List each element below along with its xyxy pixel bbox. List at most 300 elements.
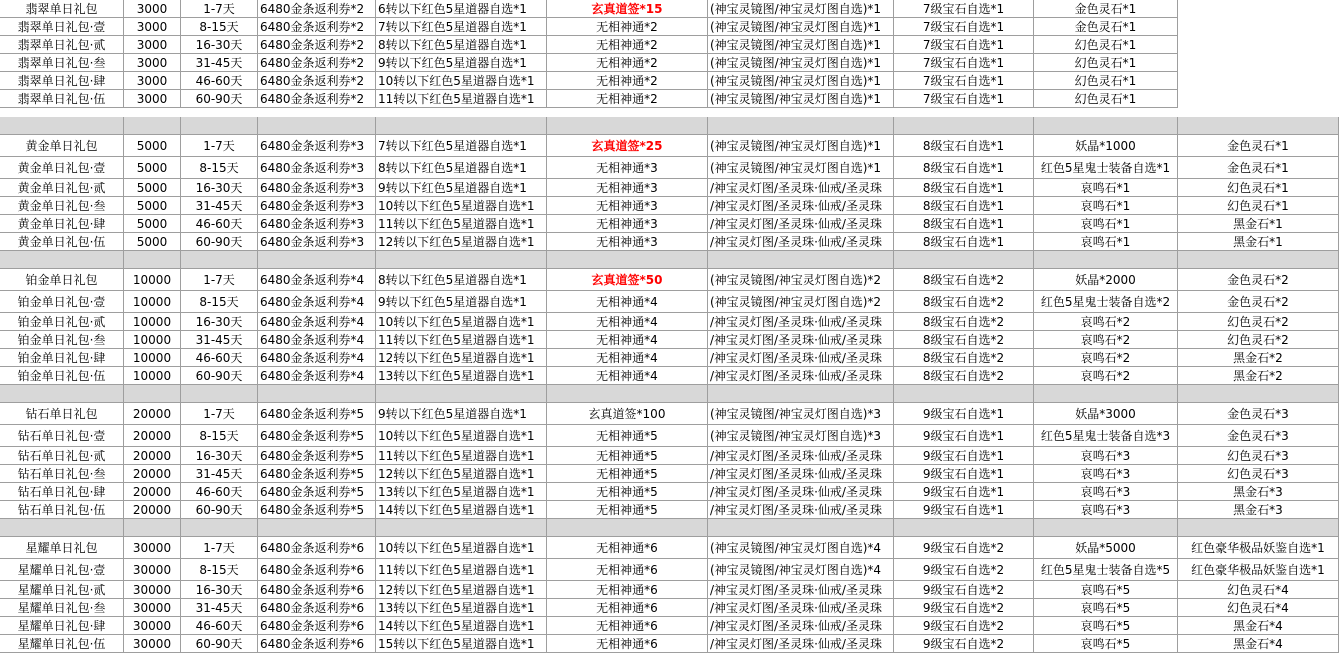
cell-gem-select[interactable] (894, 313, 1034, 331)
spacer-cell[interactable] (547, 385, 708, 403)
cell-blueprint-select[interactable] (708, 483, 894, 501)
cell-reward-9[interactable] (1034, 18, 1178, 36)
cell-day-range[interactable] (181, 559, 258, 581)
spacer-cell[interactable] (1034, 385, 1178, 403)
spacer-cell[interactable] (258, 519, 376, 537)
cell-price[interactable] (124, 36, 181, 54)
cell-rebate-coupon[interactable] (258, 599, 376, 617)
cell-rebate-coupon[interactable] (258, 465, 376, 483)
cell-reward-10[interactable] (1178, 425, 1339, 447)
cell-price[interactable] (124, 331, 181, 349)
cell-blueprint-select[interactable] (708, 425, 894, 447)
cell-package-name[interactable] (0, 0, 124, 18)
cell-rebate-coupon[interactable] (258, 0, 376, 18)
spacer-cell[interactable] (1178, 519, 1339, 537)
cell-artifact-select[interactable] (376, 135, 547, 157)
cell-reward-5[interactable] (547, 36, 708, 54)
cell-reward-10[interactable] (1178, 197, 1339, 215)
cell-artifact-select[interactable] (376, 465, 547, 483)
cell-reward-10[interactable] (1178, 635, 1339, 653)
cell-package-name[interactable] (0, 483, 124, 501)
cell-price[interactable] (124, 269, 181, 291)
spacer-cell[interactable] (124, 117, 181, 135)
cell-reward-10[interactable] (1178, 157, 1339, 179)
cell-reward-10[interactable] (1178, 559, 1339, 581)
spacer-cell[interactable] (1178, 251, 1339, 269)
cell-artifact-select[interactable] (376, 18, 547, 36)
cell-package-name[interactable] (0, 501, 124, 519)
cell-reward-9[interactable] (1034, 331, 1178, 349)
cell-reward-10[interactable] (1178, 215, 1339, 233)
cell-package-name[interactable] (0, 269, 124, 291)
cell-price[interactable] (124, 425, 181, 447)
cell-package-name[interactable] (0, 617, 124, 635)
spacer-cell[interactable] (181, 251, 258, 269)
cell-day-range[interactable] (181, 135, 258, 157)
cell-package-name[interactable] (0, 18, 124, 36)
cell-price[interactable] (124, 157, 181, 179)
cell-reward-9[interactable] (1034, 425, 1178, 447)
cell-package-name[interactable] (0, 197, 124, 215)
spacer-cell[interactable] (894, 385, 1034, 403)
cell-rebate-coupon[interactable] (258, 537, 376, 559)
cell-gem-select[interactable] (894, 197, 1034, 215)
cell-rebate-coupon[interactable] (258, 425, 376, 447)
cell-artifact-select[interactable] (376, 233, 547, 251)
cell-package-name[interactable] (0, 157, 124, 179)
cell-blueprint-select[interactable] (708, 367, 894, 385)
spacer-cell[interactable] (547, 117, 708, 135)
cell-artifact-select[interactable] (376, 617, 547, 635)
cell-reward-5[interactable] (547, 313, 708, 331)
cell-day-range[interactable] (181, 36, 258, 54)
cell-price[interactable] (124, 197, 181, 215)
cell-artifact-select[interactable] (376, 0, 547, 18)
cell-package-name[interactable] (0, 349, 124, 367)
cell-rebate-coupon[interactable] (258, 331, 376, 349)
cell-rebate-coupon[interactable] (258, 313, 376, 331)
cell-price[interactable] (124, 447, 181, 465)
cell-price[interactable] (124, 313, 181, 331)
cell-reward-5[interactable] (547, 197, 708, 215)
spacer-cell[interactable] (0, 385, 124, 403)
cell-reward-10[interactable] (1178, 617, 1339, 635)
cell-reward-5[interactable] (547, 483, 708, 501)
cell-reward-5[interactable] (547, 501, 708, 519)
cell-gem-select[interactable] (894, 179, 1034, 197)
cell-blueprint-select[interactable] (708, 72, 894, 90)
cell-artifact-select[interactable] (376, 36, 547, 54)
cell-price[interactable] (124, 581, 181, 599)
spacer-cell[interactable] (181, 519, 258, 537)
cell-reward-5[interactable] (547, 157, 708, 179)
cell-rebate-coupon[interactable] (258, 269, 376, 291)
spacer-cell[interactable] (258, 117, 376, 135)
cell-rebate-coupon[interactable] (258, 135, 376, 157)
cell-gem-select[interactable] (894, 581, 1034, 599)
cell-gem-select[interactable] (894, 483, 1034, 501)
cell-package-name[interactable] (0, 331, 124, 349)
cell-blueprint-select[interactable] (708, 313, 894, 331)
cell-reward-10[interactable] (1178, 501, 1339, 519)
cell-package-name[interactable] (0, 90, 124, 108)
cell-artifact-select[interactable] (376, 581, 547, 599)
cell-package-name[interactable] (0, 425, 124, 447)
cell-reward-5[interactable] (547, 331, 708, 349)
cell-day-range[interactable] (181, 367, 258, 385)
cell-day-range[interactable] (181, 18, 258, 36)
cell-artifact-select[interactable] (376, 157, 547, 179)
spacer-cell[interactable] (258, 385, 376, 403)
cell-day-range[interactable] (181, 349, 258, 367)
cell-gem-select[interactable] (894, 72, 1034, 90)
cell-reward-9[interactable] (1034, 367, 1178, 385)
cell-reward-5[interactable] (547, 291, 708, 313)
cell-day-range[interactable] (181, 483, 258, 501)
cell-day-range[interactable] (181, 90, 258, 108)
cell-price[interactable] (124, 90, 181, 108)
cell-artifact-select[interactable] (376, 349, 547, 367)
cell-rebate-coupon[interactable] (258, 54, 376, 72)
spacer-cell[interactable] (0, 519, 124, 537)
cell-package-name[interactable] (0, 179, 124, 197)
cell-gem-select[interactable] (894, 537, 1034, 559)
cell-rebate-coupon[interactable] (258, 36, 376, 54)
spacer-cell[interactable] (708, 117, 894, 135)
cell-reward-5[interactable] (547, 581, 708, 599)
cell-artifact-select[interactable] (376, 537, 547, 559)
cell-day-range[interactable] (181, 72, 258, 90)
cell-day-range[interactable] (181, 425, 258, 447)
cell-artifact-select[interactable] (376, 599, 547, 617)
cell-price[interactable] (124, 135, 181, 157)
cell-reward-5[interactable] (547, 135, 708, 157)
cell-day-range[interactable] (181, 197, 258, 215)
cell-rebate-coupon[interactable] (258, 483, 376, 501)
cell-blueprint-select[interactable] (708, 447, 894, 465)
spacer-cell[interactable] (547, 519, 708, 537)
cell-reward-5[interactable] (547, 233, 708, 251)
spacer-cell[interactable] (708, 251, 894, 269)
cell-reward-9[interactable] (1034, 0, 1178, 18)
cell-rebate-coupon[interactable] (258, 157, 376, 179)
cell-package-name[interactable] (0, 403, 124, 425)
spacer-cell[interactable] (0, 251, 124, 269)
spacer-cell[interactable] (258, 251, 376, 269)
cell-day-range[interactable] (181, 269, 258, 291)
cell-rebate-coupon[interactable] (258, 635, 376, 653)
cell-blueprint-select[interactable] (708, 581, 894, 599)
cell-blueprint-select[interactable] (708, 0, 894, 18)
cell-blueprint-select[interactable] (708, 157, 894, 179)
cell-reward-5[interactable] (547, 0, 708, 18)
cell-rebate-coupon[interactable] (258, 447, 376, 465)
cell-artifact-select[interactable] (376, 291, 547, 313)
cell-gem-select[interactable] (894, 135, 1034, 157)
cell-gem-select[interactable] (894, 447, 1034, 465)
cell-blueprint-select[interactable] (708, 54, 894, 72)
cell-reward-9[interactable] (1034, 54, 1178, 72)
cell-day-range[interactable] (181, 501, 258, 519)
cell-price[interactable] (124, 501, 181, 519)
cell-price[interactable] (124, 465, 181, 483)
cell-price[interactable] (124, 617, 181, 635)
cell-reward-9[interactable] (1034, 599, 1178, 617)
cell-gem-select[interactable] (894, 331, 1034, 349)
cell-reward-10[interactable] (1178, 135, 1339, 157)
cell-day-range[interactable] (181, 537, 258, 559)
cell-gem-select[interactable] (894, 501, 1034, 519)
cell-blueprint-select[interactable] (708, 291, 894, 313)
cell-reward-10[interactable] (1178, 269, 1339, 291)
cell-rebate-coupon[interactable] (258, 349, 376, 367)
cell-blueprint-select[interactable] (708, 559, 894, 581)
cell-day-range[interactable] (181, 581, 258, 599)
cell-artifact-select[interactable] (376, 313, 547, 331)
cell-reward-5[interactable] (547, 537, 708, 559)
cell-blueprint-select[interactable] (708, 135, 894, 157)
cell-gem-select[interactable] (894, 215, 1034, 233)
cell-price[interactable] (124, 483, 181, 501)
cell-reward-9[interactable] (1034, 501, 1178, 519)
cell-package-name[interactable] (0, 599, 124, 617)
cell-day-range[interactable] (181, 331, 258, 349)
cell-gem-select[interactable] (894, 425, 1034, 447)
spacer-cell[interactable] (1034, 519, 1178, 537)
cell-package-name[interactable] (0, 465, 124, 483)
cell-rebate-coupon[interactable] (258, 233, 376, 251)
cell-blueprint-select[interactable] (708, 501, 894, 519)
cell-blueprint-select[interactable] (708, 269, 894, 291)
cell-artifact-select[interactable] (376, 331, 547, 349)
cell-rebate-coupon[interactable] (258, 581, 376, 599)
cell-reward-9[interactable] (1034, 559, 1178, 581)
cell-gem-select[interactable] (894, 36, 1034, 54)
cell-reward-9[interactable] (1034, 483, 1178, 501)
cell-reward-9[interactable] (1034, 72, 1178, 90)
cell-day-range[interactable] (181, 179, 258, 197)
cell-blueprint-select[interactable] (708, 599, 894, 617)
cell-reward-10[interactable] (1178, 465, 1339, 483)
spacer-cell[interactable] (708, 385, 894, 403)
cell-reward-10[interactable] (1178, 581, 1339, 599)
spacer-cell[interactable] (1178, 385, 1339, 403)
cell-package-name[interactable] (0, 291, 124, 313)
cell-rebate-coupon[interactable] (258, 367, 376, 385)
cell-day-range[interactable] (181, 0, 258, 18)
cell-reward-5[interactable] (547, 18, 708, 36)
cell-blueprint-select[interactable] (708, 617, 894, 635)
cell-price[interactable] (124, 403, 181, 425)
cell-rebate-coupon[interactable] (258, 617, 376, 635)
cell-reward-5[interactable] (547, 635, 708, 653)
cell-reward-10[interactable] (1178, 349, 1339, 367)
cell-reward-9[interactable] (1034, 36, 1178, 54)
cell-package-name[interactable] (0, 135, 124, 157)
cell-gem-select[interactable] (894, 54, 1034, 72)
cell-blueprint-select[interactable] (708, 403, 894, 425)
spacer-cell[interactable] (376, 385, 547, 403)
cell-reward-10[interactable] (1178, 447, 1339, 465)
cell-package-name[interactable] (0, 581, 124, 599)
cell-rebate-coupon[interactable] (258, 18, 376, 36)
cell-blueprint-select[interactable] (708, 349, 894, 367)
cell-package-name[interactable] (0, 54, 124, 72)
cell-day-range[interactable] (181, 54, 258, 72)
cell-gem-select[interactable] (894, 349, 1034, 367)
spacer-cell[interactable] (894, 519, 1034, 537)
cell-gem-select[interactable] (894, 18, 1034, 36)
cell-day-range[interactable] (181, 157, 258, 179)
cell-reward-9[interactable] (1034, 215, 1178, 233)
cell-reward-9[interactable] (1034, 635, 1178, 653)
cell-reward-9[interactable] (1034, 349, 1178, 367)
cell-day-range[interactable] (181, 233, 258, 251)
cell-reward-10[interactable] (1178, 291, 1339, 313)
cell-reward-5[interactable] (547, 465, 708, 483)
spacer-cell[interactable] (1034, 117, 1178, 135)
cell-gem-select[interactable] (894, 291, 1034, 313)
cell-reward-10[interactable] (1178, 313, 1339, 331)
spacer-cell[interactable] (1034, 251, 1178, 269)
cell-artifact-select[interactable] (376, 72, 547, 90)
cell-artifact-select[interactable] (376, 367, 547, 385)
spacer-cell[interactable] (181, 117, 258, 135)
cell-package-name[interactable] (0, 313, 124, 331)
spacer-cell[interactable] (894, 251, 1034, 269)
cell-gem-select[interactable] (894, 465, 1034, 483)
cell-reward-9[interactable] (1034, 403, 1178, 425)
cell-day-range[interactable] (181, 215, 258, 233)
cell-artifact-select[interactable] (376, 559, 547, 581)
cell-gem-select[interactable] (894, 367, 1034, 385)
cell-blueprint-select[interactable] (708, 90, 894, 108)
cell-artifact-select[interactable] (376, 483, 547, 501)
cell-gem-select[interactable] (894, 403, 1034, 425)
cell-reward-5[interactable] (547, 403, 708, 425)
cell-reward-10[interactable] (1178, 403, 1339, 425)
cell-reward-5[interactable] (547, 447, 708, 465)
cell-reward-9[interactable] (1034, 197, 1178, 215)
cell-reward-10[interactable] (1178, 537, 1339, 559)
cell-artifact-select[interactable] (376, 197, 547, 215)
cell-package-name[interactable] (0, 367, 124, 385)
cell-reward-9[interactable] (1034, 447, 1178, 465)
cell-reward-5[interactable] (547, 559, 708, 581)
cell-reward-10[interactable] (1178, 599, 1339, 617)
cell-artifact-select[interactable] (376, 447, 547, 465)
cell-reward-5[interactable] (547, 617, 708, 635)
spacer-cell[interactable] (547, 251, 708, 269)
cell-reward-10[interactable] (1178, 233, 1339, 251)
cell-price[interactable] (124, 559, 181, 581)
cell-reward-9[interactable] (1034, 617, 1178, 635)
cell-artifact-select[interactable] (376, 54, 547, 72)
spacer-cell[interactable] (1178, 117, 1339, 135)
cell-reward-9[interactable] (1034, 90, 1178, 108)
spacer-cell[interactable] (124, 385, 181, 403)
cell-reward-9[interactable] (1034, 291, 1178, 313)
cell-rebate-coupon[interactable] (258, 90, 376, 108)
cell-reward-5[interactable] (547, 599, 708, 617)
cell-artifact-select[interactable] (376, 179, 547, 197)
spacer-cell[interactable] (124, 519, 181, 537)
cell-rebate-coupon[interactable] (258, 403, 376, 425)
cell-reward-10[interactable] (1178, 367, 1339, 385)
cell-package-name[interactable] (0, 635, 124, 653)
cell-package-name[interactable] (0, 537, 124, 559)
cell-gem-select[interactable] (894, 635, 1034, 653)
cell-blueprint-select[interactable] (708, 215, 894, 233)
cell-rebate-coupon[interactable] (258, 291, 376, 313)
cell-reward-10[interactable] (1178, 483, 1339, 501)
cell-gem-select[interactable] (894, 233, 1034, 251)
cell-reward-5[interactable] (547, 269, 708, 291)
cell-reward-9[interactable] (1034, 233, 1178, 251)
cell-blueprint-select[interactable] (708, 233, 894, 251)
cell-day-range[interactable] (181, 403, 258, 425)
cell-reward-5[interactable] (547, 215, 708, 233)
cell-price[interactable] (124, 349, 181, 367)
spacer-cell[interactable] (0, 117, 124, 135)
cell-blueprint-select[interactable] (708, 197, 894, 215)
cell-price[interactable] (124, 179, 181, 197)
cell-reward-9[interactable] (1034, 581, 1178, 599)
cell-day-range[interactable] (181, 313, 258, 331)
cell-artifact-select[interactable] (376, 90, 547, 108)
cell-gem-select[interactable] (894, 0, 1034, 18)
cell-price[interactable] (124, 54, 181, 72)
cell-reward-5[interactable] (547, 349, 708, 367)
cell-price[interactable] (124, 0, 181, 18)
cell-reward-9[interactable] (1034, 179, 1178, 197)
cell-day-range[interactable] (181, 447, 258, 465)
cell-price[interactable] (124, 215, 181, 233)
cell-package-name[interactable] (0, 215, 124, 233)
cell-reward-5[interactable] (547, 425, 708, 447)
cell-rebate-coupon[interactable] (258, 215, 376, 233)
cell-day-range[interactable] (181, 465, 258, 483)
cell-reward-9[interactable] (1034, 135, 1178, 157)
cell-reward-5[interactable] (547, 179, 708, 197)
cell-rebate-coupon[interactable] (258, 501, 376, 519)
cell-gem-select[interactable] (894, 559, 1034, 581)
cell-rebate-coupon[interactable] (258, 179, 376, 197)
cell-gem-select[interactable] (894, 599, 1034, 617)
spacer-cell[interactable] (181, 385, 258, 403)
cell-price[interactable] (124, 233, 181, 251)
cell-artifact-select[interactable] (376, 269, 547, 291)
spacer-cell[interactable] (708, 519, 894, 537)
cell-gem-select[interactable] (894, 157, 1034, 179)
cell-reward-9[interactable] (1034, 465, 1178, 483)
cell-reward-5[interactable] (547, 72, 708, 90)
spacer-cell[interactable] (376, 251, 547, 269)
cell-reward-5[interactable] (547, 54, 708, 72)
cell-price[interactable] (124, 599, 181, 617)
cell-package-name[interactable] (0, 233, 124, 251)
cell-reward-9[interactable] (1034, 537, 1178, 559)
cell-gem-select[interactable] (894, 90, 1034, 108)
cell-reward-5[interactable] (547, 90, 708, 108)
cell-package-name[interactable] (0, 72, 124, 90)
cell-blueprint-select[interactable] (708, 635, 894, 653)
cell-blueprint-select[interactable] (708, 331, 894, 349)
cell-price[interactable] (124, 537, 181, 559)
cell-day-range[interactable] (181, 635, 258, 653)
cell-blueprint-select[interactable] (708, 36, 894, 54)
cell-price[interactable] (124, 367, 181, 385)
